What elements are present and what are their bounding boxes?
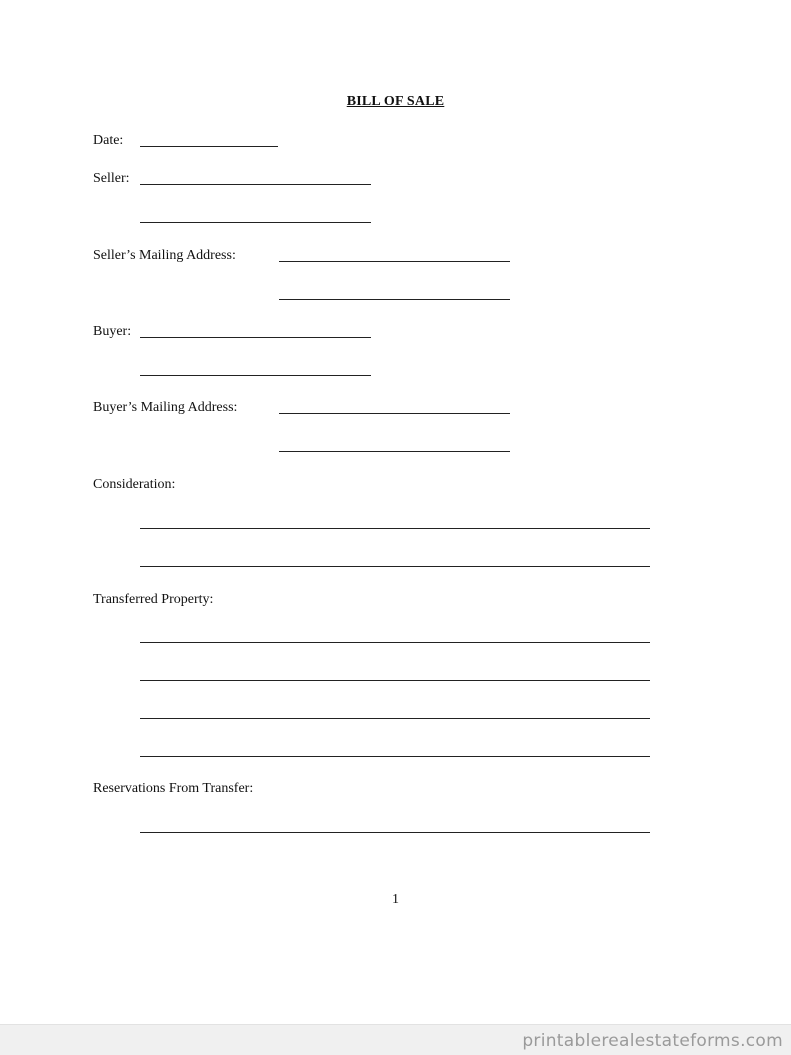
- buyer-field-line-2[interactable]: [140, 375, 371, 376]
- buyer-field-line-1[interactable]: [140, 337, 371, 338]
- watermark-text: printablerealestateforms.com: [522, 1031, 783, 1051]
- reservations-line-1[interactable]: [140, 832, 650, 833]
- page-number: 1: [392, 892, 399, 907]
- seller-field-line-2[interactable]: [140, 222, 371, 223]
- watermark-bar: [0, 1024, 791, 1055]
- seller-field-line-1[interactable]: [140, 184, 371, 185]
- transferred-property-label: Transferred Property:: [93, 592, 214, 607]
- transferred-property-line-2[interactable]: [140, 680, 650, 681]
- buyer-address-line-1[interactable]: [279, 413, 510, 414]
- consideration-line-1[interactable]: [140, 528, 650, 529]
- seller-address-line-2[interactable]: [279, 299, 510, 300]
- consideration-line-2[interactable]: [140, 566, 650, 567]
- transferred-property-line-1[interactable]: [140, 642, 650, 643]
- consideration-label: Consideration:: [93, 477, 176, 492]
- buyer-label: Buyer:: [93, 324, 132, 339]
- transferred-property-line-4[interactable]: [140, 756, 650, 757]
- reservations-label: Reservations From Transfer:: [93, 781, 254, 796]
- buyer-address-line-2[interactable]: [279, 451, 510, 452]
- buyer-address-label: Buyer’s Mailing Address:: [93, 400, 238, 415]
- transferred-property-line-3[interactable]: [140, 718, 650, 719]
- date-label: Date:: [93, 133, 124, 148]
- date-field-line[interactable]: [140, 146, 278, 147]
- seller-address-label: Seller’s Mailing Address:: [93, 248, 236, 263]
- seller-label: Seller:: [93, 171, 130, 186]
- document-title: BILL OF SALE: [346, 94, 445, 109]
- seller-address-line-1[interactable]: [279, 261, 510, 262]
